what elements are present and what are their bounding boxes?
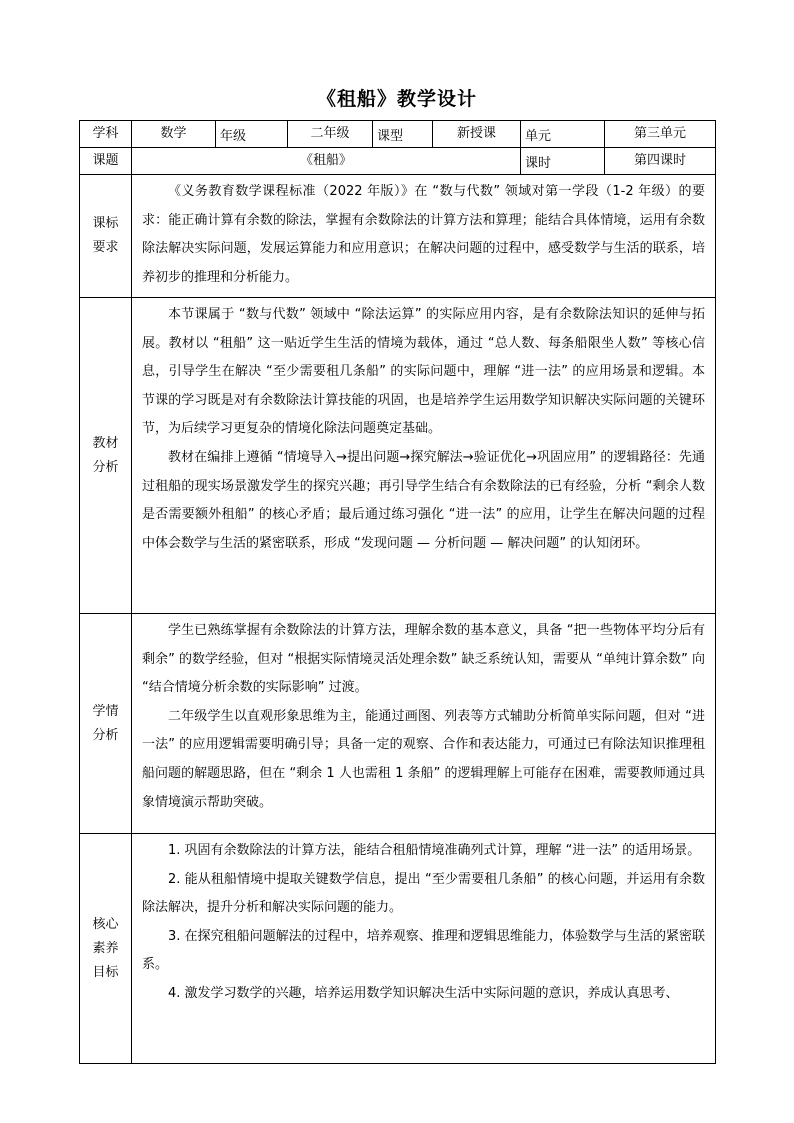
subject-value: 数学 <box>132 121 216 148</box>
students-label <box>80 614 132 834</box>
header-row-1 <box>80 121 716 148</box>
goals-label-line: 素养 <box>92 940 119 956</box>
paragraph: 本节课属于 “数与代数” 领域中 “除法运算” 的实际应用内容，是有余数除法知识的延伸与拓展。教材以 “租船” 这一贴近学生生活的情境为载体，通过 “总人数、每条船限坐人数” 等核心信息，引导学生在解决 “至少需要租几条船” 的实际问题中，理解 “进一法” 的应用场景和逻辑。本节课的学习既是对有余数除法计算技能的巩固，也是培养学生运用数学知识解决实际问题的关键环节，为后续学习更复杂的情境化除法问题奠定基础。 <box>142 307 705 437</box>
type-value: 新授课 <box>433 121 521 148</box>
lesson-plan-table <box>79 120 716 1064</box>
goals-content <box>132 834 716 1064</box>
goal-item: 4. 激发学习数学的兴趣，培养运用数学知识解决生活中实际问题的意识，养成认真思考、 <box>168 985 679 1001</box>
students-label-line: 学情 <box>92 703 119 719</box>
goals-label-line: 目标 <box>92 964 119 980</box>
page-title: 《租船》教学设计 <box>316 88 477 110</box>
standards-content <box>132 175 716 298</box>
section-students <box>80 614 716 834</box>
header-row-2 <box>80 148 716 175</box>
type-label: 课型 <box>373 121 433 148</box>
standards-label-line: 课标 <box>92 216 119 231</box>
textbook-content <box>132 298 716 614</box>
period-value: 第四课时 <box>605 148 716 175</box>
goal-item: 2. 能从租船情境中提取关键数学信息，提出 “至少需要租几条船” 的核心问题，并运用有余数除法解决，提升分析和解决实际问题的能力。 <box>142 871 705 916</box>
unit-value: 第三单元 <box>605 121 716 148</box>
paragraph: 学生已熟练掌握有余数除法的计算方法，理解余数的基本意义，具备 “把一些物体平均分后有剩余” 的数学经验，但对 “根据实际情境灵活处理余数” 缺乏系统认知，需要从 “单纯计算余数” 向 “结合情境分析余数的实际影响” 过渡。 <box>142 623 705 696</box>
section-textbook <box>80 298 716 614</box>
goal-item: 1. 巩固有余数除法的计算方法，能结合租船情境准确列式计算，理解 “进一法” 的适用场景。 <box>168 843 701 858</box>
period-label: 课时 <box>521 148 605 175</box>
goals-label <box>80 834 132 1064</box>
topic-label: 课题 <box>80 148 132 175</box>
paragraph: 《义务教育数学课程标准（2022 年版）》在 “数与代数” 领域对第一学段（1-2 年级）的要求：能正确计算有余数的除法，掌握有余数除法的计算方法和算理；能结合具体情境，运用有余数除法解决实际问题，发展运算能力和应用意识；在解决问题的过程中，感受数学与生活的联系，培养初步的推理和分析能力。 <box>142 184 705 285</box>
subject-label: 学科 <box>80 121 132 148</box>
textbook-label-line: 教材 <box>92 435 119 451</box>
grade-label: 年级 <box>216 121 288 148</box>
textbook-label <box>80 298 132 614</box>
unit-label: 单元 <box>521 121 605 148</box>
paragraph: 教材在编排上遵循 “情境导入→提出问题→探究解法→验证优化→巩固应用” 的逻辑路径：先通过租船的现实场景激发学生的探究兴趣；再引导学生结合有余数除法的已有经验，分析 “剩余人数是否需要额外租船” 的核心矛盾；最后通过练习强化 “进一法” 的应用，让学生在解决问题的过程中体会数学与生活的紧密联系，形成 “发现问题 — 分析问题 — 解决问题” 的认知闭环。 <box>142 449 705 551</box>
section-standards <box>80 175 716 298</box>
topic-value: 《租船》 <box>132 148 521 175</box>
grade-value: 二年级 <box>288 121 373 148</box>
textbook-label-line: 分析 <box>92 459 119 475</box>
standards-label <box>80 175 132 298</box>
standards-label-line: 要求 <box>92 240 119 255</box>
students-label-line: 分析 <box>92 727 119 743</box>
students-content <box>132 614 716 834</box>
goal-item: 3. 在探究租船问题解法的过程中，培养观察、推理和逻辑思维能力，体验数学与生活的紧密联系。 <box>142 928 705 973</box>
goals-label-line: 核心 <box>92 916 119 932</box>
section-goals <box>80 834 716 1064</box>
paragraph: 二年级学生以直观形象思维为主，能通过画图、列表等方式辅助分析简单实际问题，但对 “进一法” 的应用逻辑需要明确引导；具备一定的观察、合作和表达能力，可通过已有除法知识推理租船问题的解题思路，但在 “剩余 1 人也需租 1 条船” 的逻辑理解上可能存在困难，需要教师通过具象情境演示帮助突破。 <box>142 708 705 810</box>
